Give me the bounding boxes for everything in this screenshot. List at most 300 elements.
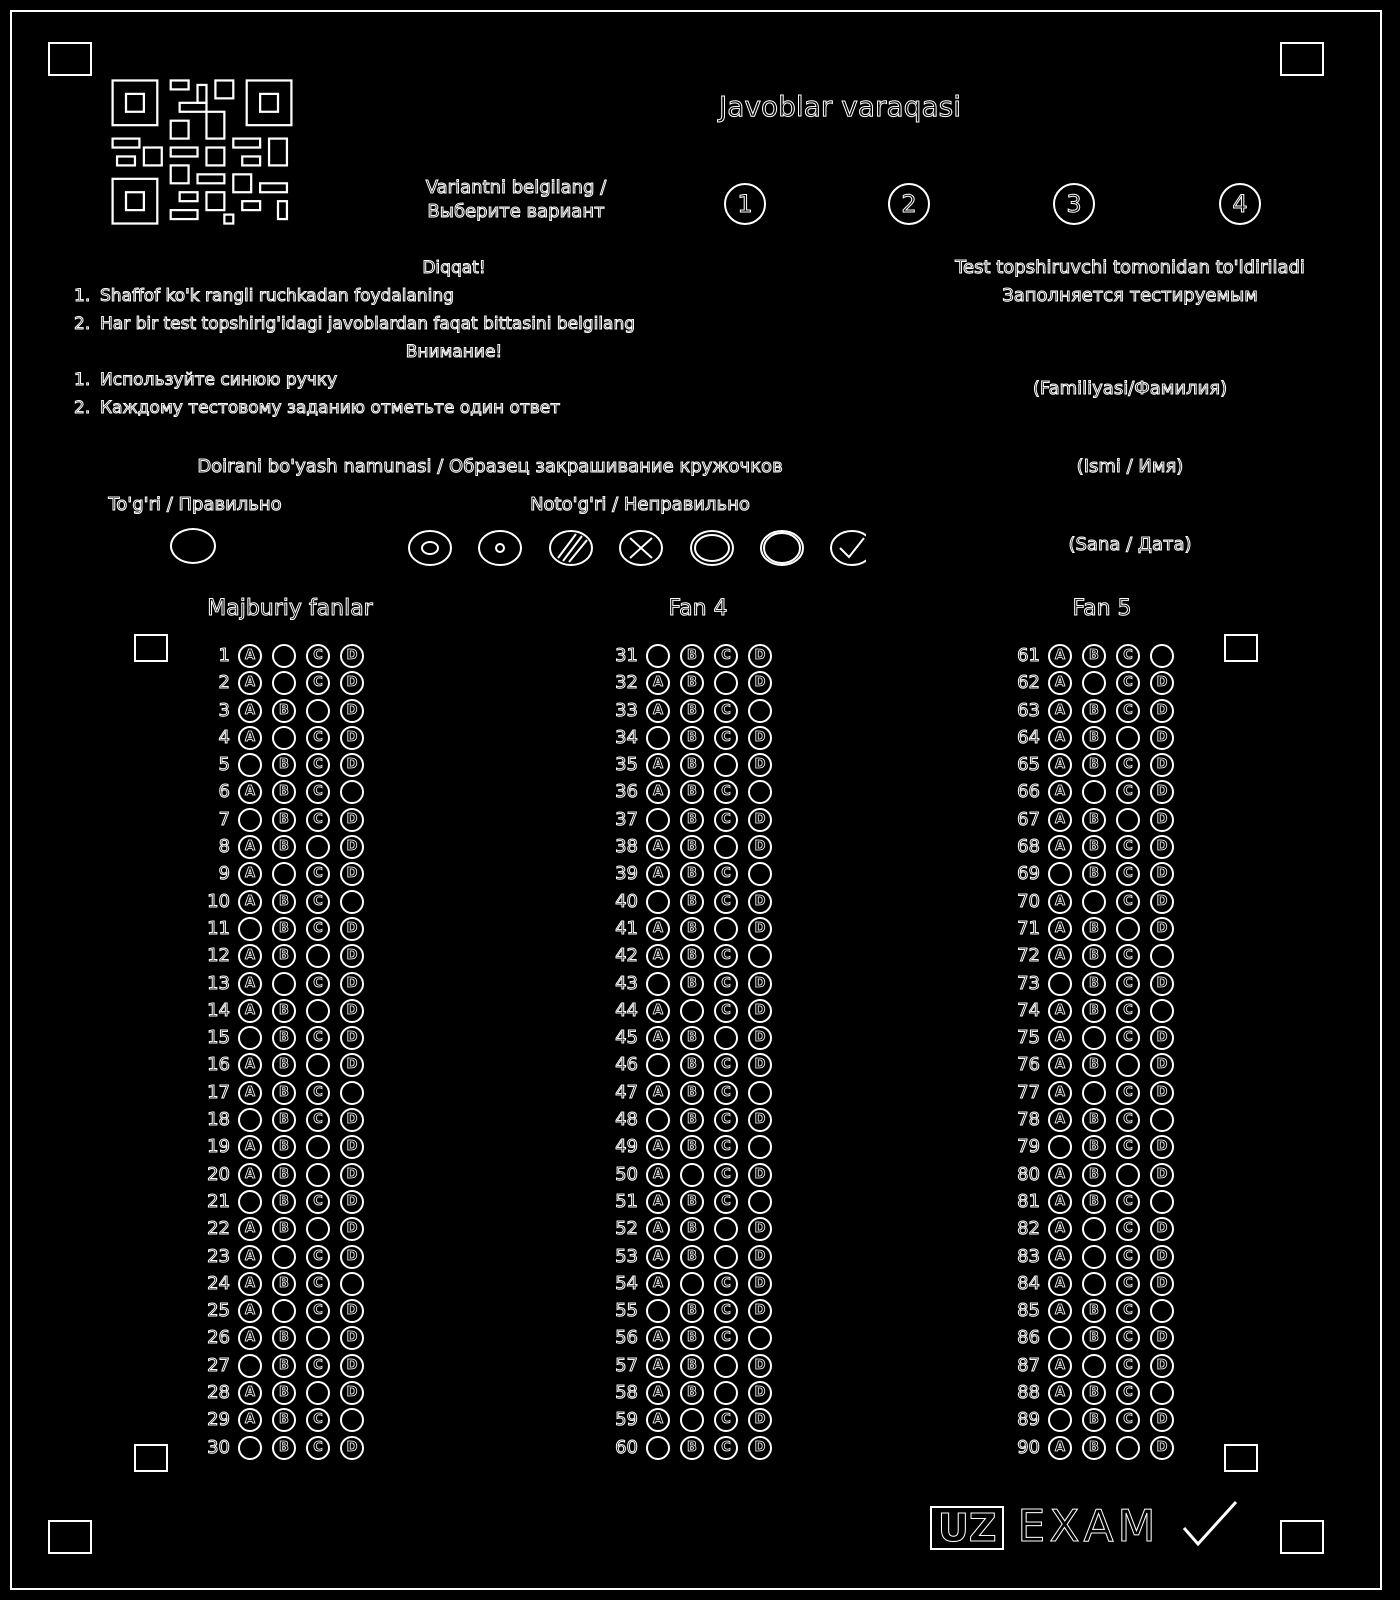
- answer-bubble-d[interactable]: D: [748, 753, 772, 777]
- answer-bubble-a[interactable]: A: [238, 699, 262, 723]
- answer-bubble-c[interactable]: C: [306, 753, 330, 777]
- answer-bubble-a[interactable]: A: [238, 1245, 262, 1269]
- answer-bubble-c[interactable]: C: [1116, 1190, 1140, 1214]
- answer-bubble-c[interactable]: [714, 1026, 738, 1050]
- answer-bubble-c[interactable]: C: [1116, 862, 1140, 886]
- answer-bubble-a[interactable]: [646, 1436, 670, 1460]
- answer-bubble-c[interactable]: C: [1116, 1354, 1140, 1378]
- answer-bubble-b[interactable]: B: [1082, 999, 1106, 1023]
- answer-bubble-c[interactable]: [306, 699, 330, 723]
- answer-bubble-d[interactable]: D: [1150, 726, 1174, 750]
- answer-bubble-b[interactable]: B: [680, 917, 704, 941]
- answer-bubble-d[interactable]: D: [748, 999, 772, 1023]
- answer-bubble-d[interactable]: D: [748, 808, 772, 832]
- answer-bubble-a[interactable]: A: [1048, 944, 1072, 968]
- answer-bubble-b[interactable]: B: [272, 890, 296, 914]
- answer-bubble-c[interactable]: C: [1116, 999, 1140, 1023]
- answer-bubble-b[interactable]: B: [680, 1135, 704, 1159]
- answer-bubble-c[interactable]: C: [306, 644, 330, 668]
- answer-bubble-a[interactable]: [238, 808, 262, 832]
- answer-bubble-d[interactable]: D: [1150, 1326, 1174, 1350]
- answer-bubble-c[interactable]: C: [714, 1108, 738, 1132]
- answer-bubble-b[interactable]: B: [1082, 1299, 1106, 1323]
- answer-bubble-d[interactable]: [748, 1190, 772, 1214]
- answer-bubble-b[interactable]: B: [680, 1081, 704, 1105]
- answer-bubble-c[interactable]: C: [1116, 699, 1140, 723]
- answer-bubble-d[interactable]: [1150, 1299, 1174, 1323]
- answer-bubble-b[interactable]: B: [272, 1081, 296, 1105]
- answer-bubble-b[interactable]: [272, 972, 296, 996]
- answer-bubble-d[interactable]: D: [1150, 1245, 1174, 1269]
- answer-bubble-d[interactable]: D: [340, 1436, 364, 1460]
- answer-bubble-b[interactable]: B: [1082, 644, 1106, 668]
- answer-bubble-d[interactable]: D: [748, 1026, 772, 1050]
- answer-bubble-a[interactable]: A: [238, 780, 262, 804]
- variant-bubble-4[interactable]: 4: [1219, 183, 1261, 225]
- answer-bubble-b[interactable]: [272, 1245, 296, 1269]
- answer-bubble-b[interactable]: B: [680, 780, 704, 804]
- answer-bubble-b[interactable]: B: [680, 1108, 704, 1132]
- answer-bubble-b[interactable]: B: [1082, 972, 1106, 996]
- answer-bubble-d[interactable]: D: [340, 699, 364, 723]
- answer-bubble-a[interactable]: A: [1048, 1217, 1072, 1241]
- answer-bubble-d[interactable]: D: [340, 1053, 364, 1077]
- answer-bubble-d[interactable]: D: [1150, 671, 1174, 695]
- answer-bubble-b[interactable]: B: [680, 1354, 704, 1378]
- answer-bubble-a[interactable]: A: [1048, 671, 1072, 695]
- answer-bubble-b[interactable]: B: [272, 808, 296, 832]
- answer-bubble-d[interactable]: [1150, 644, 1174, 668]
- answer-bubble-a[interactable]: [646, 726, 670, 750]
- answer-bubble-b[interactable]: B: [272, 1408, 296, 1432]
- answer-bubble-c[interactable]: C: [714, 1436, 738, 1460]
- answer-bubble-d[interactable]: D: [340, 644, 364, 668]
- answer-bubble-b[interactable]: B: [680, 862, 704, 886]
- answer-bubble-b[interactable]: B: [272, 1381, 296, 1405]
- answer-bubble-a[interactable]: A: [1048, 1381, 1072, 1405]
- answer-bubble-d[interactable]: D: [748, 1217, 772, 1241]
- answer-bubble-c[interactable]: [1116, 808, 1140, 832]
- answer-bubble-b[interactable]: B: [272, 835, 296, 859]
- answer-bubble-a[interactable]: [646, 808, 670, 832]
- answer-bubble-a[interactable]: [646, 972, 670, 996]
- answer-bubble-c[interactable]: C: [306, 1272, 330, 1296]
- answer-bubble-b[interactable]: B: [680, 1381, 704, 1405]
- answer-bubble-d[interactable]: [748, 1081, 772, 1105]
- answer-bubble-b[interactable]: B: [272, 944, 296, 968]
- answer-bubble-c[interactable]: C: [714, 1053, 738, 1077]
- answer-bubble-c[interactable]: C: [714, 1163, 738, 1187]
- answer-bubble-c[interactable]: C: [306, 671, 330, 695]
- answer-bubble-b[interactable]: B: [1082, 753, 1106, 777]
- answer-bubble-c[interactable]: C: [1116, 644, 1140, 668]
- answer-bubble-b[interactable]: B: [1082, 835, 1106, 859]
- answer-bubble-c[interactable]: C: [306, 1108, 330, 1132]
- answer-bubble-d[interactable]: D: [1150, 1163, 1174, 1187]
- answer-bubble-b[interactable]: B: [272, 1108, 296, 1132]
- answer-bubble-b[interactable]: B: [272, 1163, 296, 1187]
- answer-bubble-d[interactable]: D: [340, 1245, 364, 1269]
- answer-bubble-c[interactable]: C: [714, 972, 738, 996]
- answer-bubble-d[interactable]: D: [1150, 1408, 1174, 1432]
- answer-bubble-b[interactable]: B: [680, 835, 704, 859]
- answer-bubble-b[interactable]: B: [680, 726, 704, 750]
- answer-bubble-b[interactable]: B: [272, 999, 296, 1023]
- answer-bubble-d[interactable]: D: [748, 1381, 772, 1405]
- answer-bubble-c[interactable]: C: [1116, 1135, 1140, 1159]
- answer-bubble-d[interactable]: D: [340, 1190, 364, 1214]
- answer-bubble-d[interactable]: D: [748, 890, 772, 914]
- answer-bubble-c[interactable]: C: [306, 1190, 330, 1214]
- variant-bubble-2[interactable]: 2: [888, 183, 930, 225]
- answer-bubble-c[interactable]: C: [306, 917, 330, 941]
- answer-bubble-c[interactable]: [306, 835, 330, 859]
- answer-bubble-a[interactable]: A: [238, 671, 262, 695]
- answer-bubble-d[interactable]: D: [340, 1163, 364, 1187]
- answer-bubble-d[interactable]: D: [1150, 972, 1174, 996]
- answer-bubble-d[interactable]: D: [1150, 1135, 1174, 1159]
- answer-bubble-c[interactable]: C: [714, 644, 738, 668]
- answer-bubble-c[interactable]: [714, 1245, 738, 1269]
- answer-bubble-d[interactable]: D: [1150, 1217, 1174, 1241]
- answer-bubble-d[interactable]: D: [748, 835, 772, 859]
- answer-bubble-d[interactable]: D: [1150, 808, 1174, 832]
- answer-bubble-b[interactable]: B: [1082, 1190, 1106, 1214]
- answer-bubble-c[interactable]: C: [1116, 1326, 1140, 1350]
- answer-bubble-a[interactable]: A: [1048, 644, 1072, 668]
- answer-bubble-a[interactable]: A: [1048, 1354, 1072, 1378]
- answer-bubble-b[interactable]: [272, 644, 296, 668]
- answer-bubble-a[interactable]: A: [238, 944, 262, 968]
- answer-bubble-b[interactable]: [680, 1163, 704, 1187]
- answer-bubble-a[interactable]: A: [1048, 1026, 1072, 1050]
- answer-bubble-a[interactable]: A: [646, 671, 670, 695]
- answer-bubble-b[interactable]: B: [680, 1026, 704, 1050]
- answer-bubble-b[interactable]: B: [680, 1217, 704, 1241]
- answer-bubble-d[interactable]: D: [1150, 835, 1174, 859]
- answer-bubble-a[interactable]: [238, 753, 262, 777]
- answer-bubble-a[interactable]: [646, 644, 670, 668]
- answer-bubble-c[interactable]: C: [714, 1326, 738, 1350]
- answer-bubble-a[interactable]: A: [238, 890, 262, 914]
- answer-bubble-b[interactable]: B: [1082, 917, 1106, 941]
- answer-bubble-a[interactable]: [646, 1108, 670, 1132]
- answer-bubble-b[interactable]: B: [272, 1053, 296, 1077]
- answer-bubble-d[interactable]: [1150, 1108, 1174, 1132]
- answer-bubble-c[interactable]: C: [306, 972, 330, 996]
- answer-bubble-b[interactable]: B: [680, 972, 704, 996]
- answer-bubble-d[interactable]: D: [748, 1354, 772, 1378]
- answer-bubble-d[interactable]: D: [340, 862, 364, 886]
- answer-bubble-c[interactable]: C: [306, 1245, 330, 1269]
- answer-bubble-b[interactable]: [1082, 1026, 1106, 1050]
- answer-bubble-b[interactable]: [1082, 1081, 1106, 1105]
- answer-bubble-b[interactable]: B: [1082, 726, 1106, 750]
- answer-bubble-c[interactable]: [306, 1381, 330, 1405]
- answer-bubble-d[interactable]: [1150, 1381, 1174, 1405]
- answer-bubble-d[interactable]: D: [340, 944, 364, 968]
- answer-bubble-d[interactable]: D: [1150, 917, 1174, 941]
- answer-bubble-a[interactable]: A: [238, 1299, 262, 1323]
- answer-bubble-d[interactable]: D: [340, 1381, 364, 1405]
- answer-bubble-d[interactable]: D: [340, 1354, 364, 1378]
- answer-bubble-a[interactable]: [238, 1436, 262, 1460]
- answer-bubble-a[interactable]: [646, 890, 670, 914]
- answer-bubble-a[interactable]: A: [646, 1026, 670, 1050]
- answer-bubble-d[interactable]: D: [1150, 1436, 1174, 1460]
- answer-bubble-a[interactable]: A: [1048, 1108, 1072, 1132]
- answer-bubble-d[interactable]: D: [340, 1026, 364, 1050]
- answer-bubble-d[interactable]: D: [1150, 753, 1174, 777]
- answer-bubble-b[interactable]: B: [1082, 1053, 1106, 1077]
- answer-bubble-a[interactable]: [238, 917, 262, 941]
- answer-bubble-d[interactable]: D: [340, 753, 364, 777]
- answer-bubble-c[interactable]: C: [714, 808, 738, 832]
- answer-bubble-c[interactable]: C: [306, 1026, 330, 1050]
- answer-bubble-d[interactable]: D: [748, 1163, 772, 1187]
- answer-bubble-c[interactable]: C: [1116, 1108, 1140, 1132]
- answer-bubble-a[interactable]: A: [646, 1081, 670, 1105]
- answer-bubble-b[interactable]: B: [272, 1135, 296, 1159]
- answer-bubble-b[interactable]: B: [272, 780, 296, 804]
- answer-bubble-b[interactable]: B: [272, 1326, 296, 1350]
- answer-bubble-b[interactable]: B: [680, 808, 704, 832]
- answer-bubble-d[interactable]: D: [748, 1108, 772, 1132]
- answer-bubble-d[interactable]: [748, 699, 772, 723]
- answer-bubble-c[interactable]: [714, 753, 738, 777]
- answer-bubble-d[interactable]: D: [1150, 1354, 1174, 1378]
- answer-bubble-c[interactable]: C: [714, 780, 738, 804]
- answer-bubble-a[interactable]: A: [646, 699, 670, 723]
- answer-bubble-c[interactable]: C: [306, 862, 330, 886]
- answer-bubble-c[interactable]: [714, 835, 738, 859]
- answer-bubble-a[interactable]: A: [646, 1272, 670, 1296]
- answer-bubble-c[interactable]: C: [1116, 780, 1140, 804]
- answer-bubble-c[interactable]: [714, 1354, 738, 1378]
- answer-bubble-d[interactable]: D: [748, 1408, 772, 1432]
- answer-bubble-b[interactable]: B: [1082, 1108, 1106, 1132]
- answer-bubble-d[interactable]: D: [1150, 780, 1174, 804]
- answer-bubble-a[interactable]: A: [238, 1381, 262, 1405]
- answer-bubble-a[interactable]: A: [646, 1190, 670, 1214]
- answer-bubble-a[interactable]: A: [1048, 1299, 1072, 1323]
- answer-bubble-b[interactable]: B: [272, 1026, 296, 1050]
- answer-bubble-a[interactable]: A: [1048, 699, 1072, 723]
- answer-bubble-c[interactable]: [1116, 726, 1140, 750]
- answer-bubble-d[interactable]: D: [340, 1217, 364, 1241]
- answer-bubble-d[interactable]: D: [748, 1245, 772, 1269]
- answer-bubble-c[interactable]: C: [1116, 890, 1140, 914]
- answer-bubble-a[interactable]: A: [238, 999, 262, 1023]
- answer-bubble-a[interactable]: A: [1048, 1163, 1072, 1187]
- answer-bubble-c[interactable]: C: [1116, 972, 1140, 996]
- answer-bubble-c[interactable]: C: [306, 1436, 330, 1460]
- answer-bubble-b[interactable]: B: [680, 1436, 704, 1460]
- answer-bubble-c[interactable]: C: [1116, 1217, 1140, 1241]
- answer-bubble-a[interactable]: A: [646, 1326, 670, 1350]
- answer-bubble-b[interactable]: [272, 726, 296, 750]
- answer-bubble-a[interactable]: [238, 1190, 262, 1214]
- answer-bubble-a[interactable]: [238, 1108, 262, 1132]
- answer-bubble-d[interactable]: D: [340, 999, 364, 1023]
- answer-bubble-a[interactable]: A: [1048, 1272, 1072, 1296]
- answer-bubble-b[interactable]: [1082, 1354, 1106, 1378]
- answer-bubble-a[interactable]: A: [1048, 999, 1072, 1023]
- answer-bubble-c[interactable]: C: [306, 808, 330, 832]
- answer-bubble-b[interactable]: B: [1082, 1408, 1106, 1432]
- answer-bubble-b[interactable]: B: [680, 1245, 704, 1269]
- answer-bubble-c[interactable]: [714, 1381, 738, 1405]
- answer-bubble-c[interactable]: C: [714, 862, 738, 886]
- answer-bubble-b[interactable]: B: [272, 1354, 296, 1378]
- answer-bubble-b[interactable]: B: [272, 1217, 296, 1241]
- answer-bubble-a[interactable]: A: [1048, 780, 1072, 804]
- answer-bubble-b[interactable]: B: [272, 1272, 296, 1296]
- answer-bubble-c[interactable]: C: [714, 890, 738, 914]
- answer-bubble-c[interactable]: [306, 1163, 330, 1187]
- answer-bubble-c[interactable]: C: [714, 699, 738, 723]
- answer-bubble-d[interactable]: D: [1150, 1272, 1174, 1296]
- answer-bubble-a[interactable]: A: [646, 780, 670, 804]
- answer-bubble-a[interactable]: [238, 1354, 262, 1378]
- answer-bubble-a[interactable]: A: [646, 917, 670, 941]
- answer-bubble-c[interactable]: C: [714, 1190, 738, 1214]
- answer-bubble-b[interactable]: B: [680, 1326, 704, 1350]
- answer-bubble-c[interactable]: C: [306, 1299, 330, 1323]
- answer-bubble-c[interactable]: C: [1116, 835, 1140, 859]
- answer-bubble-a[interactable]: [1048, 972, 1072, 996]
- answer-bubble-a[interactable]: A: [1048, 1436, 1072, 1460]
- answer-bubble-b[interactable]: B: [272, 917, 296, 941]
- answer-bubble-c[interactable]: C: [1116, 671, 1140, 695]
- answer-bubble-b[interactable]: B: [680, 890, 704, 914]
- answer-bubble-b[interactable]: B: [1082, 862, 1106, 886]
- answer-bubble-d[interactable]: D: [340, 1135, 364, 1159]
- answer-bubble-d[interactable]: D: [1150, 699, 1174, 723]
- answer-bubble-b[interactable]: [1082, 1272, 1106, 1296]
- answer-bubble-a[interactable]: A: [1048, 1053, 1072, 1077]
- answer-bubble-c[interactable]: C: [1116, 1081, 1140, 1105]
- answer-bubble-b[interactable]: B: [680, 1299, 704, 1323]
- answer-bubble-a[interactable]: A: [238, 1053, 262, 1077]
- answer-bubble-d[interactable]: D: [1150, 1026, 1174, 1050]
- answer-bubble-c[interactable]: C: [1116, 1272, 1140, 1296]
- answer-bubble-d[interactable]: [340, 890, 364, 914]
- answer-bubble-c[interactable]: C: [714, 1081, 738, 1105]
- answer-bubble-a[interactable]: A: [238, 726, 262, 750]
- answer-bubble-b[interactable]: B: [1082, 1326, 1106, 1350]
- variant-bubble-3[interactable]: 3: [1053, 183, 1095, 225]
- answer-bubble-b[interactable]: B: [1082, 808, 1106, 832]
- variant-bubble-1[interactable]: 1: [724, 183, 766, 225]
- answer-bubble-b[interactable]: [680, 999, 704, 1023]
- answer-bubble-c[interactable]: C: [306, 1408, 330, 1432]
- answer-bubble-b[interactable]: B: [1082, 1436, 1106, 1460]
- answer-bubble-a[interactable]: A: [646, 1135, 670, 1159]
- answer-bubble-d[interactable]: D: [748, 1299, 772, 1323]
- answer-bubble-d[interactable]: [340, 1272, 364, 1296]
- answer-bubble-d[interactable]: D: [340, 1299, 364, 1323]
- answer-bubble-b[interactable]: B: [680, 753, 704, 777]
- answer-bubble-c[interactable]: C: [714, 726, 738, 750]
- answer-bubble-d[interactable]: D: [340, 671, 364, 695]
- answer-bubble-c[interactable]: [714, 917, 738, 941]
- answer-bubble-d[interactable]: D: [340, 1326, 364, 1350]
- answer-bubble-d[interactable]: D: [340, 917, 364, 941]
- answer-bubble-c[interactable]: C: [306, 726, 330, 750]
- answer-bubble-c[interactable]: C: [1116, 944, 1140, 968]
- answer-bubble-c[interactable]: C: [714, 1408, 738, 1432]
- answer-bubble-b[interactable]: B: [680, 699, 704, 723]
- answer-bubble-c[interactable]: C: [306, 1081, 330, 1105]
- answer-bubble-d[interactable]: D: [1150, 1081, 1174, 1105]
- answer-bubble-b[interactable]: [1082, 1245, 1106, 1269]
- answer-bubble-c[interactable]: C: [306, 890, 330, 914]
- answer-bubble-c[interactable]: [1116, 1436, 1140, 1460]
- answer-bubble-d[interactable]: D: [748, 644, 772, 668]
- answer-bubble-b[interactable]: [272, 1299, 296, 1323]
- answer-bubble-a[interactable]: A: [238, 1272, 262, 1296]
- answer-bubble-d[interactable]: D: [340, 726, 364, 750]
- answer-bubble-b[interactable]: B: [680, 644, 704, 668]
- answer-bubble-a[interactable]: A: [646, 1381, 670, 1405]
- answer-bubble-c[interactable]: C: [714, 1135, 738, 1159]
- answer-bubble-a[interactable]: A: [238, 1326, 262, 1350]
- answer-bubble-b[interactable]: B: [680, 1190, 704, 1214]
- answer-bubble-a[interactable]: A: [238, 835, 262, 859]
- answer-bubble-b[interactable]: B: [680, 671, 704, 695]
- answer-bubble-d[interactable]: D: [748, 726, 772, 750]
- answer-bubble-d[interactable]: D: [748, 1436, 772, 1460]
- answer-bubble-a[interactable]: A: [1048, 835, 1072, 859]
- answer-bubble-a[interactable]: A: [238, 644, 262, 668]
- answer-bubble-a[interactable]: A: [646, 999, 670, 1023]
- answer-bubble-c[interactable]: C: [1116, 1299, 1140, 1323]
- answer-bubble-a[interactable]: A: [238, 1081, 262, 1105]
- answer-bubble-b[interactable]: B: [1082, 1163, 1106, 1187]
- answer-bubble-a[interactable]: A: [1048, 726, 1072, 750]
- answer-bubble-a[interactable]: A: [1048, 917, 1072, 941]
- answer-bubble-a[interactable]: [646, 1299, 670, 1323]
- answer-bubble-d[interactable]: D: [340, 1108, 364, 1132]
- answer-bubble-b[interactable]: B: [1082, 944, 1106, 968]
- answer-bubble-d[interactable]: D: [1150, 862, 1174, 886]
- answer-bubble-a[interactable]: [238, 1026, 262, 1050]
- answer-bubble-a[interactable]: A: [646, 835, 670, 859]
- answer-bubble-c[interactable]: C: [306, 780, 330, 804]
- answer-bubble-d[interactable]: [340, 1081, 364, 1105]
- answer-bubble-c[interactable]: C: [1116, 1245, 1140, 1269]
- answer-bubble-d[interactable]: [1150, 999, 1174, 1023]
- answer-bubble-d[interactable]: [1150, 1190, 1174, 1214]
- answer-bubble-a[interactable]: A: [1048, 1081, 1072, 1105]
- answer-bubble-c[interactable]: C: [1116, 753, 1140, 777]
- answer-bubble-c[interactable]: [1116, 1163, 1140, 1187]
- answer-bubble-a[interactable]: A: [1048, 890, 1072, 914]
- answer-bubble-c[interactable]: C: [714, 1299, 738, 1323]
- answer-bubble-a[interactable]: A: [646, 1217, 670, 1241]
- answer-bubble-d[interactable]: D: [748, 972, 772, 996]
- answer-bubble-c[interactable]: C: [714, 999, 738, 1023]
- answer-bubble-d[interactable]: D: [340, 808, 364, 832]
- answer-bubble-b[interactable]: B: [272, 1436, 296, 1460]
- answer-bubble-b[interactable]: [1082, 890, 1106, 914]
- answer-bubble-a[interactable]: A: [646, 944, 670, 968]
- answer-bubble-c[interactable]: C: [1116, 1026, 1140, 1050]
- answer-bubble-a[interactable]: A: [1048, 753, 1072, 777]
- answer-bubble-b[interactable]: B: [272, 1190, 296, 1214]
- answer-bubble-a[interactable]: A: [646, 1354, 670, 1378]
